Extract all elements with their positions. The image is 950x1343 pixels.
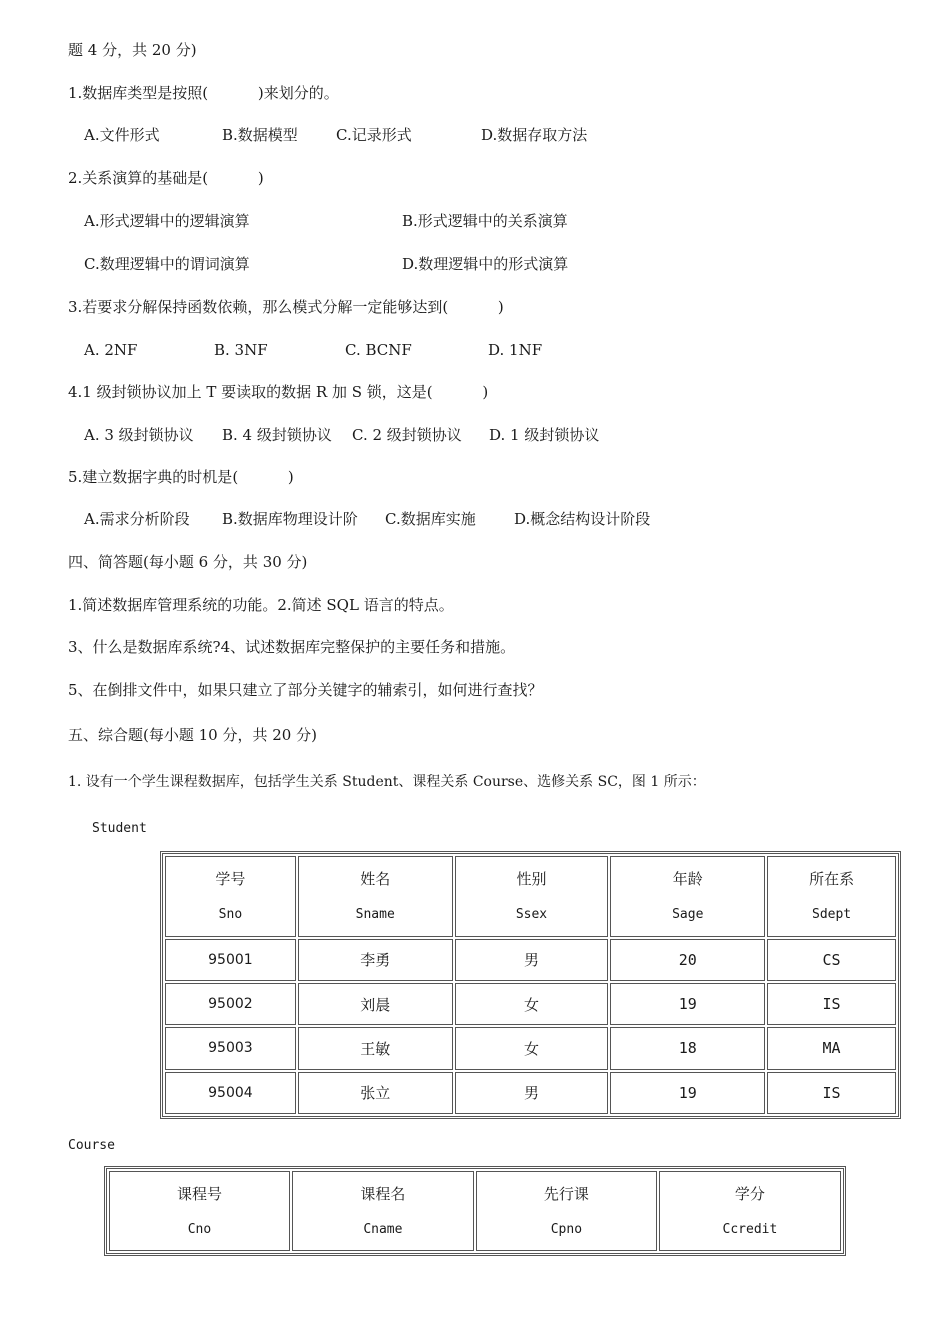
cell-sdept: IS xyxy=(767,1072,896,1114)
header-cno: 课程号 Cno xyxy=(109,1171,290,1251)
course-table xyxy=(104,1166,846,1256)
student-table-label: Student xyxy=(92,821,147,836)
header-ccredit: 学分 Ccredit xyxy=(659,1171,841,1251)
cell-sdept: IS xyxy=(767,983,896,1025)
cell-sname: 王敏 xyxy=(298,1027,453,1069)
table-row xyxy=(165,983,896,1025)
table-row xyxy=(165,1072,896,1114)
q5-option-c: C.数据库实施 xyxy=(385,510,476,528)
q3-option-a: A. 2NF xyxy=(84,341,138,359)
cell-sno: 95004 xyxy=(165,1072,296,1114)
q4-option-c: C. 2 级封锁协议 xyxy=(352,426,462,444)
header-ssex: 性别 Ssex xyxy=(455,856,609,937)
short-answer-5: 5、在倒排文件中，如果只建立了部分关键字的辅索引，如何进行查找？ xyxy=(68,681,543,699)
cell-sname: 张立 xyxy=(298,1072,453,1114)
cell-sno: 95002 xyxy=(165,983,296,1025)
question-2: 2.关系演算的基础是( ) xyxy=(68,169,264,187)
q2-option-b: B.形式逻辑中的关系演算 xyxy=(402,212,568,230)
cell-ssex: 男 xyxy=(455,939,609,981)
header-sdept: 所在系 Sdept xyxy=(767,856,896,937)
cell-sno: 95001 xyxy=(165,939,296,981)
question-5: 5.建立数据字典的时机是( ) xyxy=(68,468,294,486)
q2-option-c: C.数理逻辑中的谓词演算 xyxy=(84,255,250,273)
question-4: 4.1 级封锁协议加上 T 要读取的数据 R 加 S 锁，这是( ) xyxy=(68,383,489,401)
student-header-row xyxy=(165,856,896,937)
cell-sname: 李勇 xyxy=(298,939,453,981)
student-table xyxy=(160,851,901,1119)
header-sage: 年龄 Sage xyxy=(610,856,765,937)
header-cname: 课程名 Cname xyxy=(292,1171,474,1251)
continued-heading: 题 4 分，共 20 分) xyxy=(68,41,197,59)
cell-sdept: MA xyxy=(767,1027,896,1069)
cell-sage: 20 xyxy=(610,939,765,981)
cell-sage: 18 xyxy=(610,1027,765,1069)
short-answer-3-4: 3、什么是数据库系统?4、试述数据库完整保护的主要任务和措施。 xyxy=(68,638,516,656)
section-5-heading: 五、综合题(每小题 10 分，共 20 分) xyxy=(68,726,317,744)
header-sname: 姓名 Sname xyxy=(298,856,453,937)
cell-sno: 95003 xyxy=(165,1027,296,1069)
q2-option-d: D.数理逻辑中的形式演算 xyxy=(402,255,569,273)
q3-option-d: D. 1NF xyxy=(488,341,543,359)
short-answer-1-2: 1.简述数据库管理系统的功能。2.简述 SQL 语言的特点。 xyxy=(68,596,454,614)
q4-option-b: B. 4 级封锁协议 xyxy=(222,426,332,444)
q4-option-d: D. 1 级封锁协议 xyxy=(489,426,600,444)
question-3: 3.若要求分解保持函数依赖，那么模式分解一定能够达到( ) xyxy=(68,298,504,316)
cell-sage: 19 xyxy=(610,983,765,1025)
q2-option-a: A.形式逻辑中的逻辑演算 xyxy=(84,212,250,230)
cell-ssex: 男 xyxy=(455,1072,609,1114)
cell-sdept: CS xyxy=(767,939,896,981)
q1-option-c: C.记录形式 xyxy=(336,126,412,144)
table-row xyxy=(165,1027,896,1069)
table-row xyxy=(165,939,896,981)
q3-option-b: B. 3NF xyxy=(214,341,268,359)
q1-option-b: B.数据模型 xyxy=(222,126,298,144)
q3-option-c: C. BCNF xyxy=(345,341,412,359)
course-header-row xyxy=(109,1171,841,1251)
q4-option-a: A. 3 级封锁协议 xyxy=(84,426,194,444)
q5-option-b: B.数据库物理设计阶 xyxy=(222,510,358,528)
q1-option-d: D.数据存取方法 xyxy=(481,126,588,144)
cell-sname: 刘晨 xyxy=(298,983,453,1025)
header-cpno: 先行课 Cpno xyxy=(476,1171,657,1251)
header-sno: 学号 Sno xyxy=(165,856,296,937)
course-table-label: Course xyxy=(68,1138,115,1153)
cell-ssex: 女 xyxy=(455,983,609,1025)
cell-sage: 19 xyxy=(610,1072,765,1114)
section-4-heading: 四、简答题(每小题 6 分，共 30 分) xyxy=(68,553,308,571)
question-1: 1.数据库类型是按照( )来划分的。 xyxy=(68,84,339,102)
q5-option-d: D.概念结构设计阶段 xyxy=(514,510,651,528)
q1-option-a: A.文件形式 xyxy=(84,126,160,144)
cell-ssex: 女 xyxy=(455,1027,609,1069)
q5-option-a: A.需求分析阶段 xyxy=(84,510,190,528)
comprehensive-question-1: 1. 设有一个学生课程数据库，包括学生关系 Student、课程关系 Course、选修关系 SC，图 1 所示： xyxy=(68,774,706,790)
